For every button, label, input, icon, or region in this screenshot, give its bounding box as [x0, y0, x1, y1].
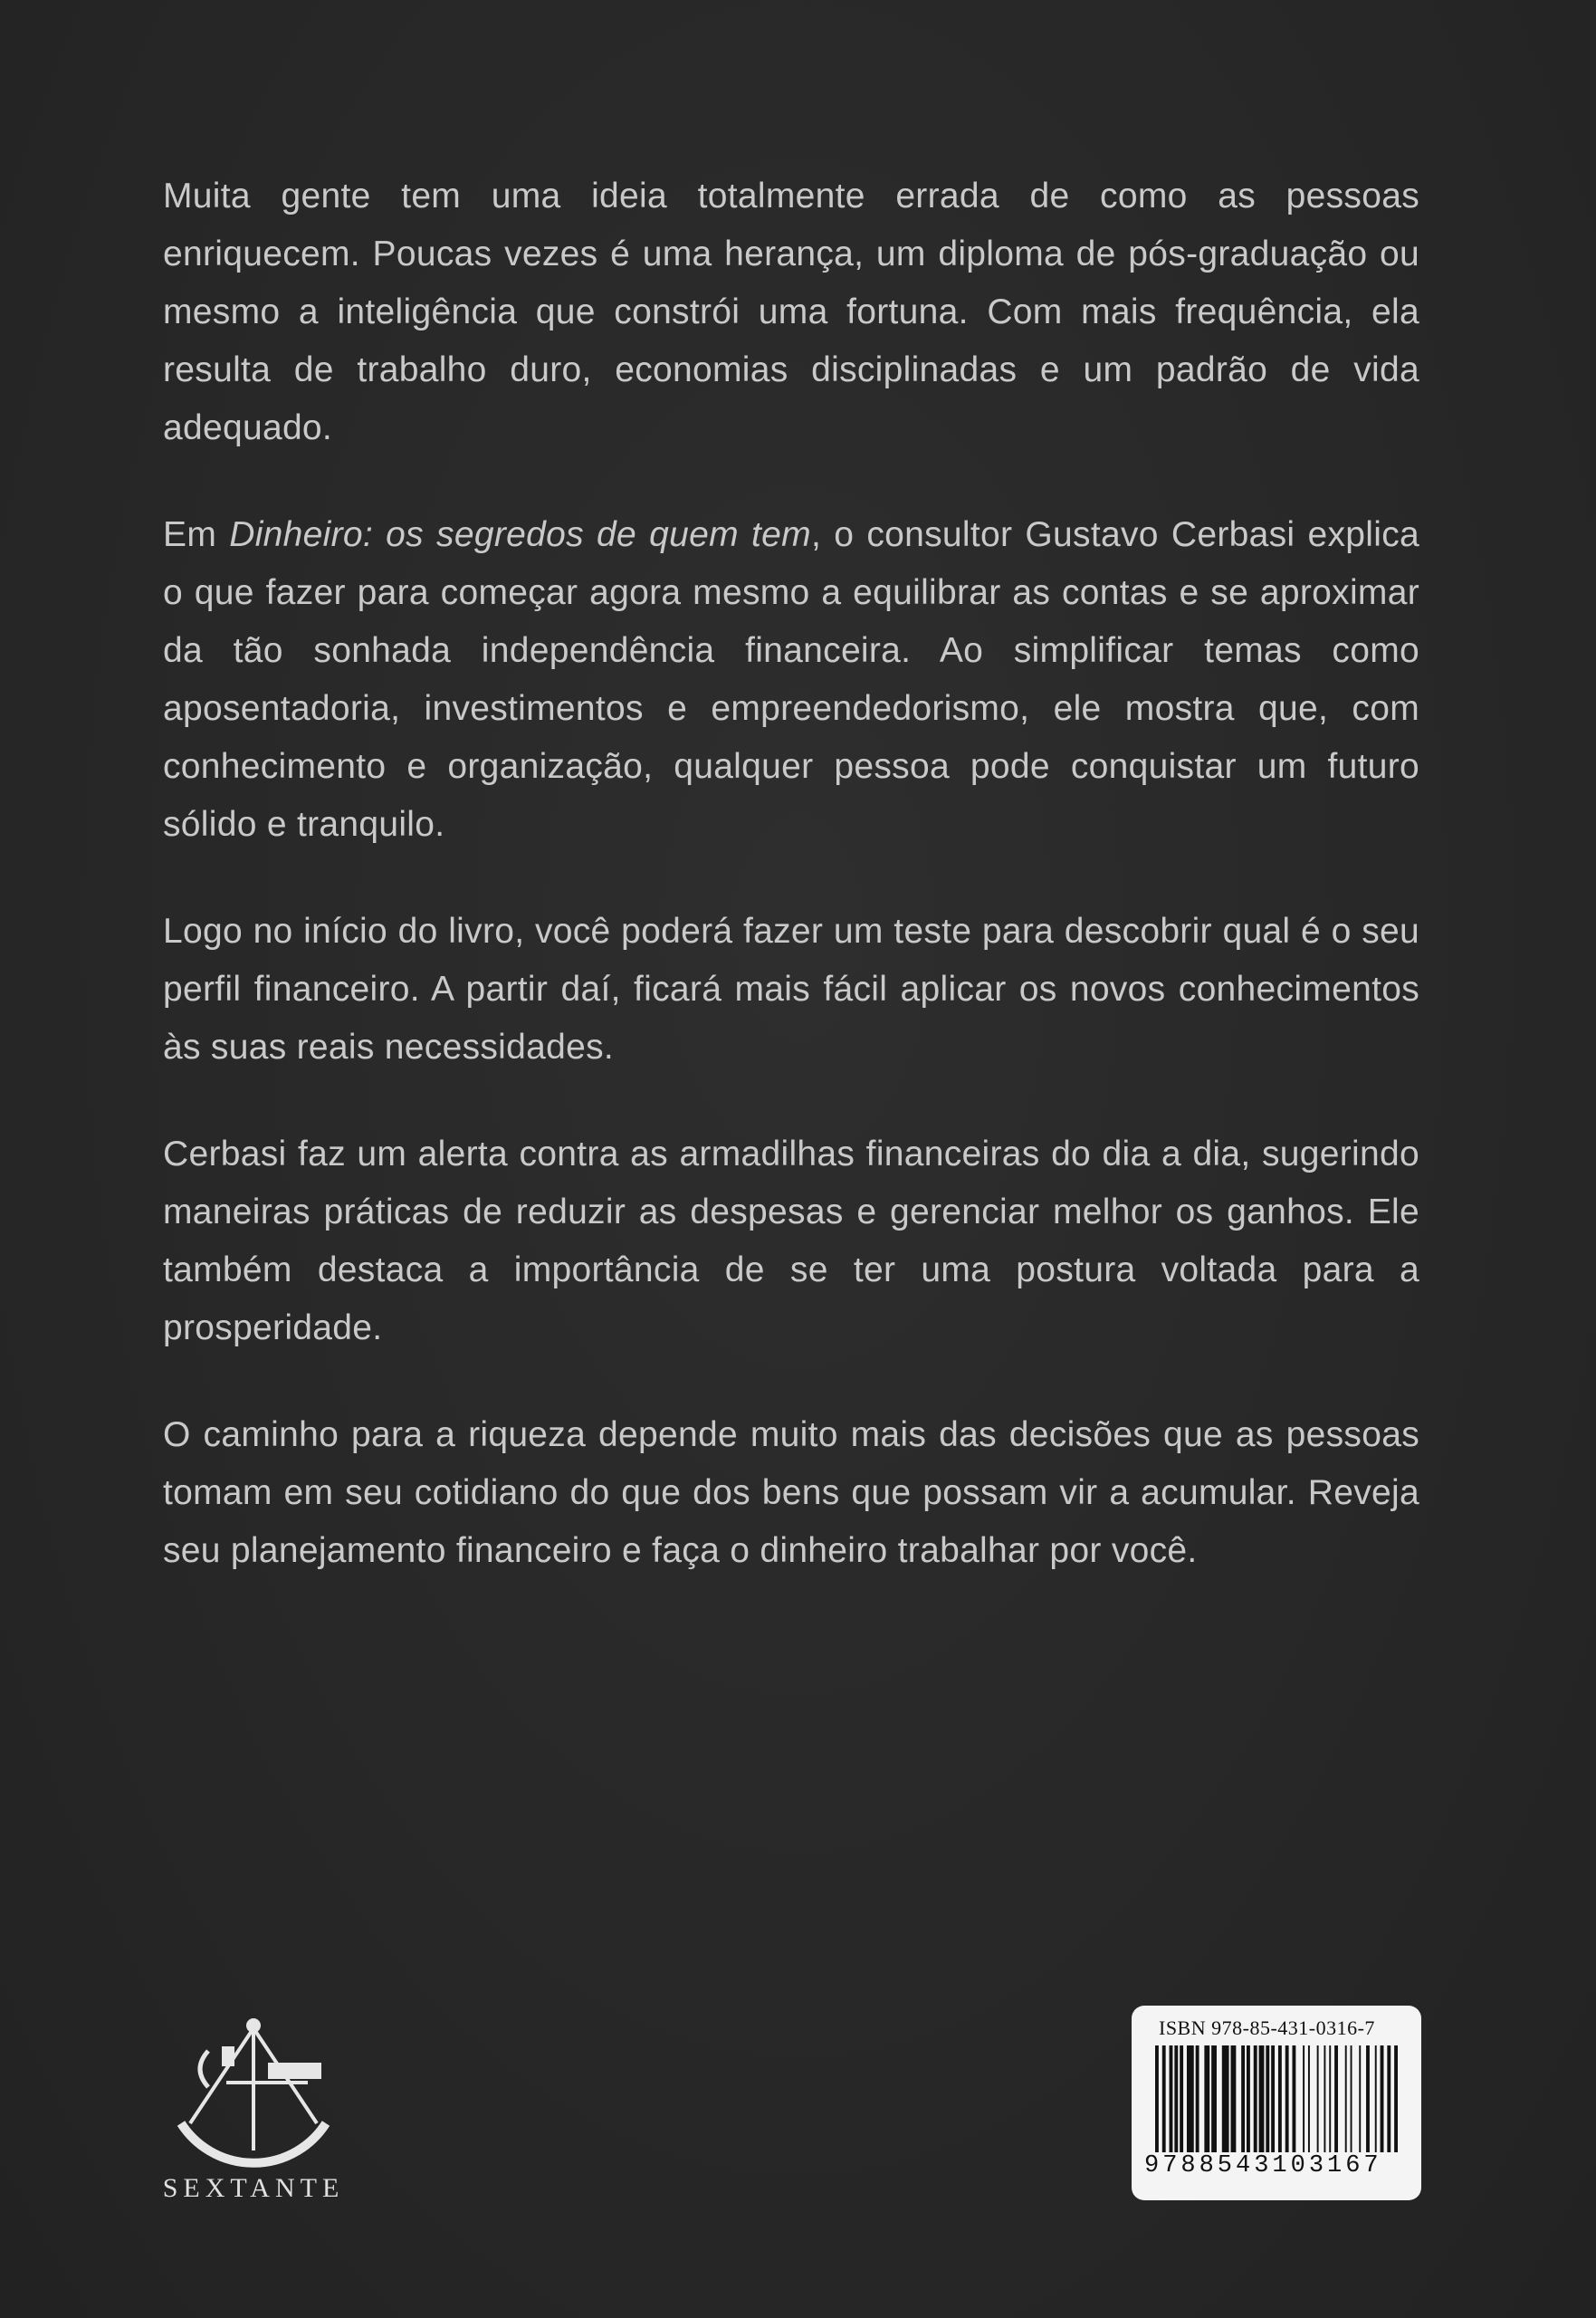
- barcode-bar: [1324, 2045, 1325, 2152]
- sextant-icon: [172, 2015, 335, 2173]
- barcode-bar: [1329, 2045, 1331, 2152]
- barcode-bar: [1247, 2045, 1250, 2152]
- blurb-paragraph-4: Cerbasi faz um alerta contra as armadilhas financeiras do dia a dia, sugerindo maneiras práticas de reduzir as despesas e gerenciar melhor os ganhos. Ele também destaca a importância de se ter uma postura voltada para a prosperidade.: [163, 1135, 1419, 1347]
- blurb-paragraph-2-prefix: Em: [163, 515, 230, 554]
- barcode-bar: [1375, 2045, 1377, 2152]
- barcode-bar: [1162, 2045, 1166, 2152]
- isbn-barcode: [1132, 2006, 1421, 2200]
- barcode-bar: [1222, 2045, 1229, 2152]
- barcode-bar: [1351, 2045, 1352, 2152]
- blurb-text: [163, 168, 1419, 1629]
- barcode-bar: [1266, 2045, 1269, 2152]
- barcode-bar: [1359, 2045, 1361, 2152]
- barcode-digits: 9788543103167: [1144, 2152, 1382, 2179]
- blurb-paragraph-2: [163, 506, 1419, 854]
- barcode-bar: [1231, 2045, 1237, 2152]
- barcode-bar: [1155, 2045, 1159, 2152]
- barcode-bars: [1152, 2045, 1401, 2152]
- barcode-bar: [1387, 2045, 1391, 2152]
- barcode-bar: [1292, 2045, 1295, 2152]
- blurb-paragraph-1: Muita gente tem uma ideia totalmente errada de como as pessoas enriquecem. Poucas vezes é uma herança, um diploma de pós-graduação ou mesmo a inteligência que constrói uma fortuna. Com mais frequência, ela resulta de trabalho duro, economias disciplinadas e um padrão de vida adequado.: [163, 177, 1419, 447]
- barcode-bar: [1285, 2045, 1289, 2152]
- barcode-bar: [1317, 2045, 1319, 2152]
- barcode-bar: [1254, 2045, 1257, 2152]
- barcode-bar: [1394, 2045, 1398, 2152]
- barcode-bar: [1381, 2045, 1384, 2152]
- blurb-paragraph-3: Logo no início do livro, você poderá fazer um teste para descobrir qual é o seu perfil financeiro. A partir daí, ficará mais fácil aplicar os novos conhecimentos às suas reais necessidades.: [163, 912, 1419, 1067]
- barcode-bar: [1241, 2045, 1245, 2152]
- barcode-bar: [1196, 2045, 1199, 2152]
- barcode-bar: [1308, 2045, 1310, 2152]
- barcode-bar: [1271, 2045, 1275, 2152]
- publisher-name: SEXTANTE: [162, 2173, 345, 2203]
- book-title: Dinheiro: os segredos de quem tem: [229, 515, 811, 554]
- barcode-bar: [1204, 2045, 1209, 2152]
- blurb-paragraph-5: O caminho para a riqueza depende muito mais das decisões que as pessoas tomam em seu cotidiano do que dos bens que possam vir a acumular. Reveja seu planejamento financeiro e faça o dinheiro trabalhar por você.: [163, 1415, 1419, 1570]
- blurb-paragraph-2-rest: , o consultor Gustavo Cerbasi explica o que fazer para começar agora mesmo a equilibrar as contas e se aproximar da tão sonhada independência financeira. Ao simplificar temas como aposentadoria, investimentos e empreendedorismo, ele mostra que, com conhecimento e organização, qualquer pessoa pode conquistar um futuro sólido e tranquilo.: [163, 515, 1419, 844]
- barcode-bar: [1211, 2045, 1217, 2152]
- barcode-bar: [1174, 2045, 1178, 2152]
- barcode-bar: [1278, 2045, 1282, 2152]
- publisher-logo: [145, 2015, 362, 2223]
- barcode-bar: [1366, 2045, 1370, 2152]
- barcode-bar: [1345, 2045, 1347, 2152]
- barcode-bar: [1303, 2045, 1305, 2152]
- barcode-bar: [1259, 2045, 1265, 2152]
- barcode-bar: [1170, 2045, 1173, 2152]
- isbn-label: ISBN 978-85-431-0316-7: [1159, 2016, 1375, 2039]
- barcode-bar: [1180, 2045, 1183, 2152]
- barcode-bar: [1187, 2045, 1194, 2152]
- barcode-bar: [1334, 2045, 1338, 2152]
